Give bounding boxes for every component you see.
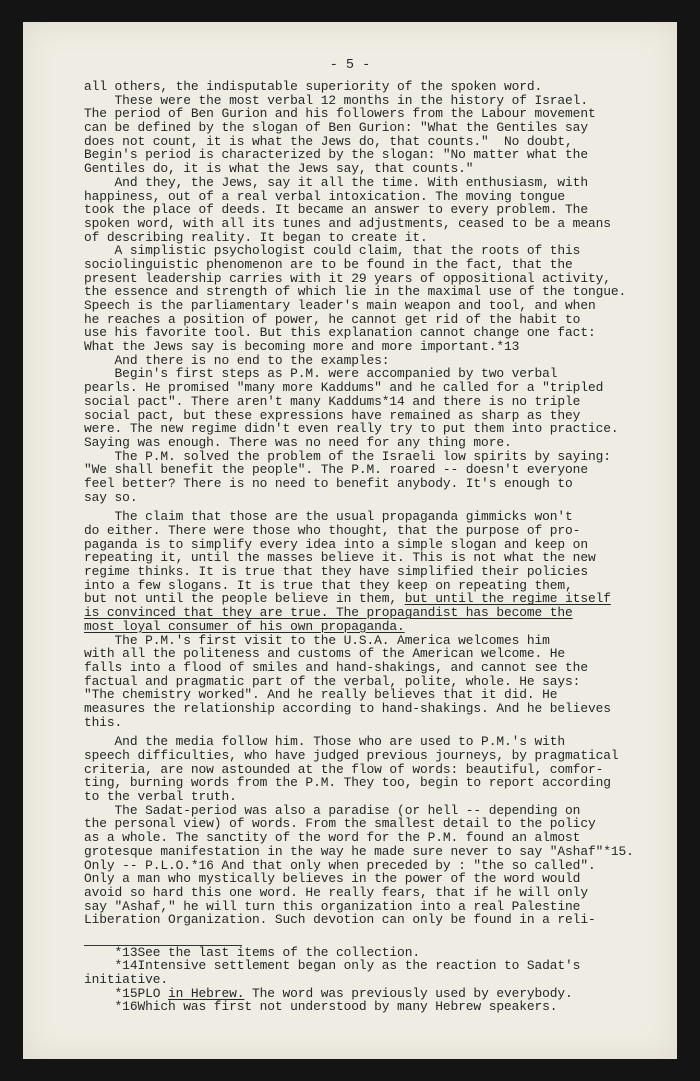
text-line: can be defined by the slogan of Ben Gurion: "What the Gentiles say xyxy=(84,120,588,136)
typewritten-page xyxy=(23,22,677,1059)
text-line: present leadership carries with it 29 years of oppositional activity, xyxy=(84,270,611,286)
text-line: falls into a flood of smiles and hand-shakings, and cannot see the xyxy=(84,659,588,675)
text-line: social pact". There aren't many Kaddums*14 and there is no triple xyxy=(84,393,581,409)
text-line-mixed xyxy=(84,592,652,606)
text-line: use his favorite tool. But this explanation cannot change one fact: xyxy=(84,325,596,341)
text-line: Begin's first steps as P.M. were accompanied by two verbal xyxy=(84,366,558,382)
footnote-line-mixed xyxy=(84,987,652,1001)
text-line: And there is no end to the examples: xyxy=(84,352,390,368)
text-line: say "Ashaf," he will turn this organization into a real Palestine xyxy=(84,898,581,914)
plain-segment: The word was previously used by everybody. xyxy=(244,985,573,1001)
text-line: Only a man who mystically believes in the power of the word would xyxy=(84,871,581,887)
text-line: took the place of deeds. It became an answer to every problem. The xyxy=(84,202,588,218)
text-line: A simplistic psychologist could claim, that the roots of this xyxy=(84,243,581,259)
text-line: social pact, but these expressions have remained as sharp as they xyxy=(84,407,581,423)
page-number: - 5 - xyxy=(329,58,371,73)
text-line: The P.M. solved the problem of the Israeli low spirits by saying: xyxy=(84,448,611,464)
text-line: paganda is to simplify every idea into a simple slogan and keep on xyxy=(84,536,588,552)
text-line: sociolinguistic phenomenon are to be found in the fact, that the xyxy=(84,256,573,272)
text-line: The claim that those are the usual propaganda gimmicks won't xyxy=(84,509,573,525)
text-line: These were the most verbal 12 months in the history of Israel. xyxy=(84,92,588,108)
footnotes xyxy=(84,946,652,1014)
text-line: Liberation Organization. Such devotion can only be found in a reli- xyxy=(84,912,596,928)
plain-segment: *15PLO xyxy=(84,985,168,1001)
text-line: What the Jews say is becoming more and more important.*13 xyxy=(84,339,520,355)
text-line: feel better? There is no need to benefit anybody. It's enough to xyxy=(84,475,573,491)
text-line: Only -- P.L.O.*16 And that only when preceded by : "the so called". xyxy=(84,857,596,873)
text-line: the personal view) of words. From the smallest detail to the policy xyxy=(84,816,596,832)
text-line: do either. There were those who thought, that the purpose of pro- xyxy=(84,523,581,538)
text-line: to the verbal truth. xyxy=(84,789,237,805)
footnote-line: initiative. xyxy=(84,972,168,987)
text-line: regime thinks. It is true that they have simplified their policies xyxy=(84,564,588,580)
footnote-line: *16Which was first not understood by many Hebrew speakers. xyxy=(84,999,558,1015)
text-line: The P.M.'s first visit to the U.S.A. America welcomes him xyxy=(84,632,550,648)
text-line: criteria, are now astounded at the flow of words: beautiful, comfor- xyxy=(84,761,604,777)
text-line: were. The new regime didn't even really try to put them into practice. xyxy=(84,421,619,437)
text-line: all others, the indisputable superiority of the spoken word. xyxy=(84,79,543,94)
text-line: Gentiles do, it is what the Jews say, that counts." xyxy=(84,161,474,177)
footnote-line: *13See the last items of the collection. xyxy=(84,944,420,960)
text-line: Speech is the parliamentary leader's main weapon and tool, and when xyxy=(84,298,596,313)
text-line: The Sadat-period was also a paradise (or hell -- depending on xyxy=(84,802,581,818)
underlined-line: most loyal consumer of his own propaganda. xyxy=(84,618,405,634)
text-line: ting, burning words from the P.M. They too, begin to report according xyxy=(84,775,611,791)
text-line: "We shall benefit the people". The P.M. roared -- doesn't everyone xyxy=(84,462,588,478)
text-line: he reaches a position of power, he cannot get rid of the habit to xyxy=(84,311,581,327)
text-line: this. xyxy=(84,714,123,730)
plain-segment: but not until the people believe in them, xyxy=(84,591,405,607)
text-line: the essence and strength of which lie in the maximal use of the tongue. xyxy=(84,284,627,300)
underlined-segment: in Hebrew. xyxy=(168,985,245,1001)
text-line: into a few slogans. It is true that they keep on repeating them, xyxy=(84,577,573,593)
underlined-segment: but until the regime itself xyxy=(404,591,611,607)
footnote-line: *14Intensive settlement began only as the reaction to Sadat's xyxy=(84,958,581,974)
text-line: avoid so hard this one word. He really fears, that if he will only xyxy=(84,884,588,900)
text-line: Saying was enough. There was no need for any thing more. xyxy=(84,434,512,450)
text-line: factual and pragmatic part of the verbal, polite, whole. He says: xyxy=(84,673,581,689)
text-line xyxy=(84,927,652,941)
text-line: say so. xyxy=(84,489,138,505)
text-line: repeating it, until the masses believe it. This is not what the new xyxy=(84,550,596,566)
page-body xyxy=(84,80,652,1014)
text-line: The period of Ben Gurion and his followers from the Labour movement xyxy=(84,106,596,122)
text-line: grotesque manifestation in the way he made sure never to say "Ashaf"*15. xyxy=(84,843,634,859)
text-line: with all the politeness and customs of the American welcome. He xyxy=(84,646,566,662)
text-line: Begin's period is characterized by the slogan: "No matter what the xyxy=(84,147,588,163)
underlined-line: is convinced that they are true. The propagandist has become the xyxy=(84,605,573,621)
text-line: pearls. He promised "many more Kaddums" and he called for a "tripled xyxy=(84,380,604,396)
text-line: And the media follow him. Those who are used to P.M.'s with xyxy=(84,734,566,750)
text-line: happiness, out of a real verbal intoxication. The moving tongue xyxy=(84,188,566,204)
text-line: spoken word, with all its tunes and adjustments, ceased to be a means xyxy=(84,215,611,231)
text-line: "The chemistry worked". And he really believes that it did. He xyxy=(84,687,558,703)
text-line: as a whole. The sanctity of the word for the P.M. found an almost xyxy=(84,830,581,846)
text-line: speech difficulties, who have judged previous journeys, by pragmatical xyxy=(84,748,619,763)
text-line: And they, the Jews, say it all the time. With enthusiasm, with xyxy=(84,174,588,190)
text-line: of describing reality. It began to create it. xyxy=(84,229,428,245)
text-line: does not count, it is what the Jews do, that counts." No doubt, xyxy=(84,133,573,149)
text-line: measures the relationship according to hand-shakings. And he believes xyxy=(84,700,611,716)
